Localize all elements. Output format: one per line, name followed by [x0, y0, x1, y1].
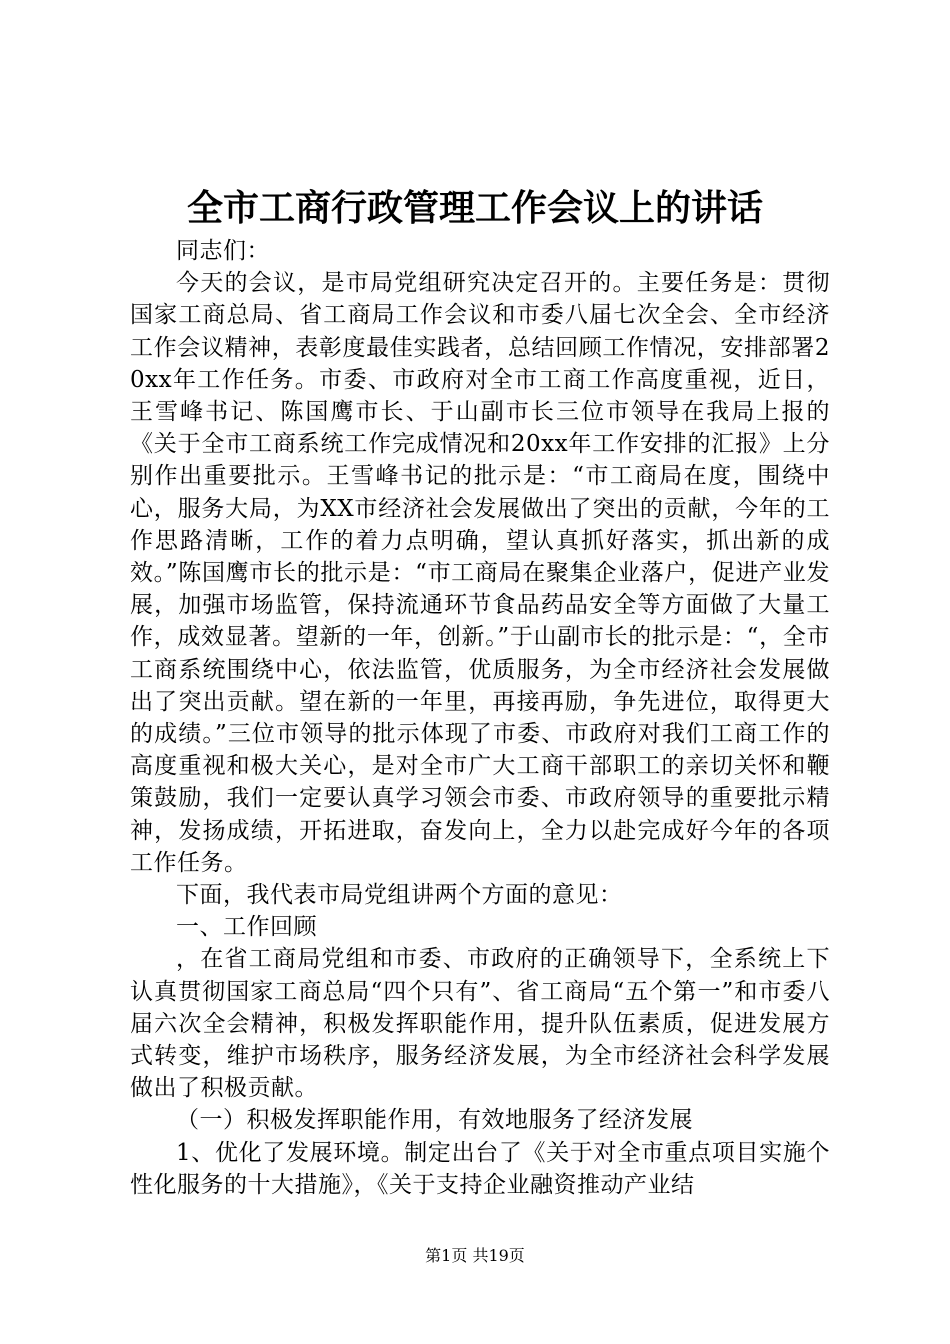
- document-body: [130, 235, 830, 1201]
- subsection-heading-1: （一）积极发挥职能作用，有效地服务了经济发展: [176, 1107, 693, 1134]
- document-title: 全市工商行政管理工作会议上的讲话: [186, 187, 763, 229]
- section-heading-review: 一、工作回顾: [176, 914, 317, 941]
- paragraph-review-summary: ，在省工商局党组和市委、市政府的正确领导下，全系统上下认真贯彻国家工商总局“四个只有”、省工商局“五个第一”和市委八届六次全会精神，积极发挥职能作用，提升队伍素质，促进发展方式转变，维护市场秩序，服务经济发展，为全市经济社会科学发展做出了积极贡献。: [130, 946, 830, 1102]
- paragraph-item-1: 1、优化了发展环境。制定出台了《关于对全市重点项目实施个性化服务的十大措施》，《关于支持企业融资推动产业结: [130, 1139, 830, 1198]
- paragraph-opening: 今天的会议，是市局党组研究决定召开的。主要任务是：贯彻国家工商总局、省工商局工作会议和市委八届七次全会、全市经济工作会议精神，表彰度最佳实践者，总结回顾工作情况，安排部署20xx年工作任务。市委、市政府对全市工商工作高度重视，近日，王雪峰书记、陈国鹰市长、于山副市长三位市领导在我局上报的《关于全市工商系统工作完成情况和20xx年工作安排的汇报》上分别作出重要批示。王雪峰书记的批示是：“市工商局在度，围绕中心，服务大局，为XX市经济社会发展做出了突出的贡献，今年的工作思路清晰，工作的着力点明确，望认真抓好落实，抓出新的成效。”陈国鹰市长的批示是：“市工商局在聚集企业落户，促进产业发展，加强市场监管，保持流通环节食品药品安全等方面做了大量工作，成效显著。望新的一年，创新。”于山副市长的批示是：“，全市工商系统围绕中心，依法监管，优质服务，为全市经济社会发展做出了突出贡献。望在新的一年里，再接再励，争先进位，取得更大的成绩。”三位市领导的批示体现了市委、市政府对我们工商工作的高度重视和极大关心，是对全市广大工商干部职工的亲切关怀和鞭策鼓励，我们一定要认真学习领会市委、市政府领导的重要批示精神，发扬成绩，开拓进取，奋发向上，全力以赴完成好今年的各项工作任务。: [130, 270, 830, 876]
- paragraph-intro-opinions: 下面，我代表市局党组讲两个方面的意见：: [176, 882, 623, 909]
- salutation: 同志们：: [176, 238, 270, 264]
- page-number-footer: 第1页 共19页: [425, 1246, 525, 1265]
